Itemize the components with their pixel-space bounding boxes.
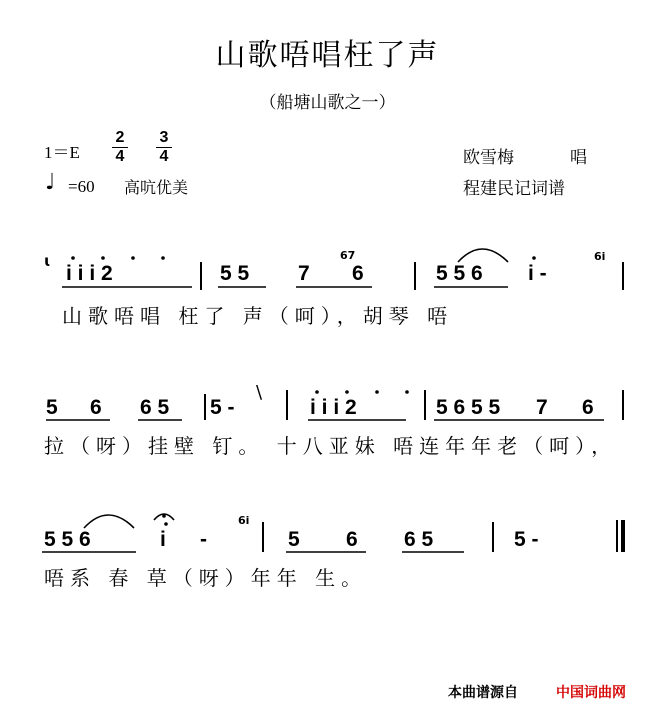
notes-l1-m3b: i - xyxy=(528,262,547,285)
octave-dot xyxy=(375,390,379,394)
octave-dot xyxy=(161,256,165,260)
octave-dot xyxy=(131,256,135,260)
octave-dot xyxy=(405,390,409,394)
notes-l2-m1c: 6 5 xyxy=(140,396,170,419)
notes-l1-m2b: 7 xyxy=(298,262,310,285)
grace-notes: 6i xyxy=(594,250,606,263)
notes-l2-m4c: 6 xyxy=(582,396,594,419)
lyrics-line-1: 山歌唔唱 枉了 声（呵），胡琴 唔 xyxy=(62,304,454,328)
notes-l2-m2: 5 - xyxy=(210,396,235,419)
notes-l3-m1c: - xyxy=(200,528,207,551)
singer-role: 唱 xyxy=(570,148,587,168)
notes-l3-m2c: 6 5 xyxy=(404,528,434,551)
singer-name: 欧雪梅 xyxy=(463,148,514,168)
time-numerator: 2 xyxy=(115,129,125,146)
footer-brand[interactable]: 中国词曲网 xyxy=(556,685,626,701)
notes-l2-m4b: 7 xyxy=(536,396,548,419)
octave-dot xyxy=(164,522,168,526)
grace-notes: 6i xyxy=(238,514,250,527)
notes-l3-m1b: i xyxy=(160,528,166,551)
octave-dot xyxy=(532,256,536,260)
notes-l2-m3: i i i 2 xyxy=(310,396,357,419)
notes-l1-m1: i i i 2 xyxy=(66,262,113,285)
notes-l3-m2b: 6 xyxy=(346,528,358,551)
tempo-value: =60 xyxy=(68,177,95,196)
key-signature: 1＝E xyxy=(44,143,80,162)
time-numerator: 3 xyxy=(159,129,169,146)
transcriber-credit: 程建民记词谱 xyxy=(463,179,565,199)
grace-notes: 67 xyxy=(340,249,356,262)
notes-l3-m3: 5 - xyxy=(514,528,539,551)
notes-l1-m2c: 6 xyxy=(352,262,364,285)
footer-source: 本曲谱源自 xyxy=(448,685,518,701)
slur xyxy=(458,249,508,262)
slur xyxy=(84,515,134,528)
octave-dot xyxy=(315,390,319,394)
notes-l3-m2a: 5 xyxy=(288,528,300,551)
lyrics-line-3: 唔系 春 草（呀）年年 生。 xyxy=(44,566,368,590)
lyrics-line-2: 拉（呀）挂壁 钉。 十八亚妹 唔连年年老（呵）， xyxy=(44,434,618,458)
octave-dot xyxy=(345,390,349,394)
notes-l2-m1b: 6 xyxy=(90,396,102,419)
octave-dot xyxy=(101,256,105,260)
notes-l2-m4a: 5 6 5 5 xyxy=(436,396,501,419)
quarter-note-icon: ♩ xyxy=(45,170,56,195)
tempo-mood: 高吭优美 xyxy=(124,178,189,197)
time-denominator: 4 xyxy=(156,147,172,166)
notes-l1-m3a: 5 5 6 xyxy=(436,262,483,285)
breath-mark: ɩ xyxy=(44,252,51,270)
time-denominator: 4 xyxy=(112,147,128,166)
song-title: 山歌唔唱枉了声 xyxy=(215,38,440,73)
notes-l2-m1a: 5 xyxy=(46,396,58,419)
notes-l1-m2a: 5 5 xyxy=(220,262,250,285)
octave-dot xyxy=(71,256,75,260)
notes-l3-m1a: 5 5 6 xyxy=(44,528,91,551)
breath-mark: \ xyxy=(256,382,263,403)
song-subtitle: （船塘山歌之一） xyxy=(259,93,396,113)
fermata-dot xyxy=(162,514,166,518)
